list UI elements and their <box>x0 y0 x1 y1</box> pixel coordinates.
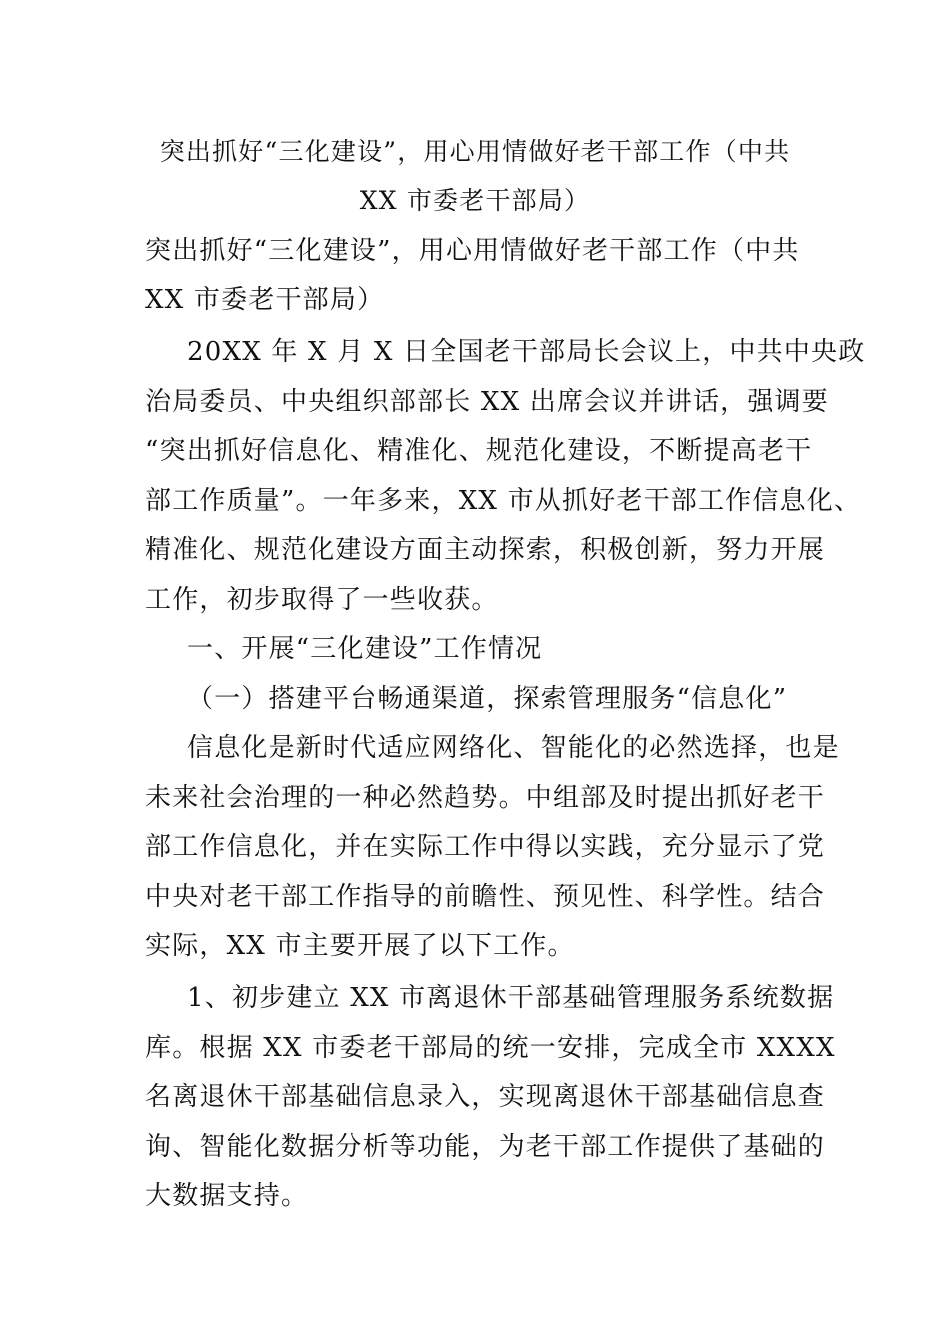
paragraph-1-line-3: “突出抓好信息化、精准化、规范化建设，不断提高老干 <box>145 436 813 466</box>
paragraph-3-line-1: 1、初步建立 XX 市离退休干部基础管理服务系统数据 <box>187 983 835 1013</box>
document-title-line-2: XX 市委老干部局） <box>359 186 591 215</box>
paragraph-2-line-1: 信息化是新时代适应网络化、智能化的必然选择，也是 <box>187 733 840 763</box>
paragraph-2-line-5: 实际，XX 市主要开展了以下工作。 <box>145 931 575 961</box>
paragraph-2-line-4: 中央对老干部工作指导的前瞻性、预见性、科学性。结合 <box>145 882 826 912</box>
paragraph-3-line-4: 询、智能化数据分析等功能，为老干部工作提供了基础的 <box>145 1132 826 1162</box>
document-title-line-1: 突出抓好“三化建设”，用心用情做好老干部工作（中共 <box>159 137 791 166</box>
paragraph-3-line-2: 库。根据 XX 市委老干部局的统一安排，完成全市 XXXX <box>145 1033 836 1063</box>
paragraph-1-line-5: 精准化、规范化建设方面主动探索，积极创新，努力开展 <box>145 535 826 565</box>
paragraph-3-line-3: 名离退休干部基础信息录入，实现离退休干部基础信息查 <box>145 1082 826 1112</box>
section-heading-1: 一、开展“三化建设”工作情况 <box>187 634 543 664</box>
paragraph-2-line-2: 未来社会治理的一种必然趋势。中组部及时提出抓好老干 <box>145 783 826 813</box>
paragraph-1-line-2: 治局委员、中央组织部部长 XX 出席会议并讲话，强调要 <box>145 387 829 417</box>
paragraph-1-line-4: 部工作质量”。一年多来，XX 市从抓好老干部工作信息化、 <box>145 486 862 516</box>
document-subtitle-line-1: 突出抓好“三化建设”，用心用情做好老干部工作（中共 <box>145 236 800 266</box>
document-subtitle-line-2: XX 市委老干部局） <box>145 285 385 315</box>
paragraph-1-line-1: 20XX 年 X 月 X 日全国老干部局长会议上，中共中央政 <box>187 337 866 367</box>
paragraph-2-line-3: 部工作信息化，并在实际工作中得以实践，充分显示了党 <box>145 832 826 862</box>
paragraph-1-line-6: 工作，初步取得了一些收获。 <box>145 585 499 615</box>
paragraph-3-line-5: 大数据支持。 <box>145 1181 309 1211</box>
subsection-heading-1-1: （一）搭建平台畅通渠道，探索管理服务“信息化” <box>187 684 788 714</box>
